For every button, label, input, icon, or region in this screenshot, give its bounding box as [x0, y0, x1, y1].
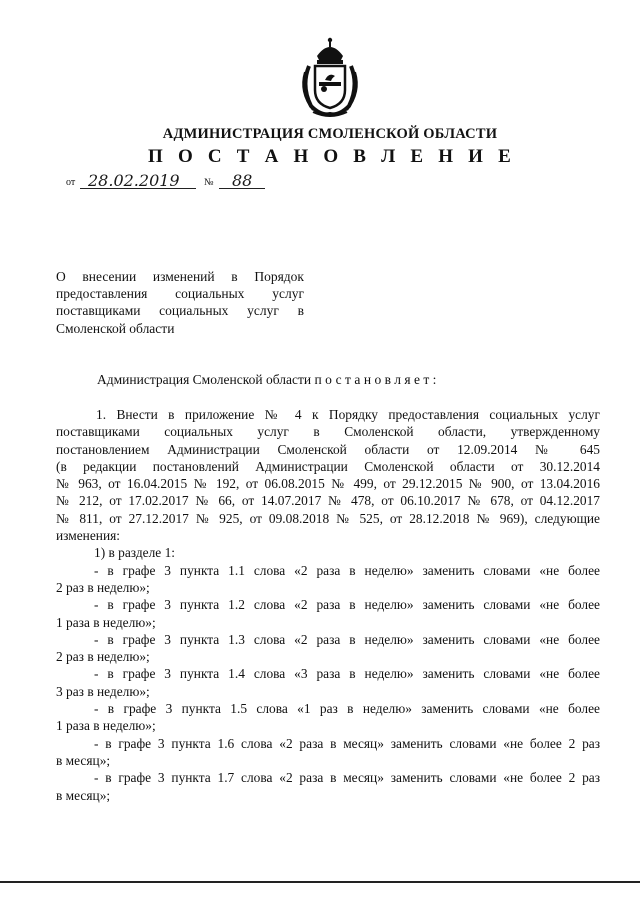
- body-line: 3 раз в неделю»;: [56, 683, 150, 699]
- body-line: - в графе 3 пункта 1.1 слова «2 раза в неделю» заменить словами «не более: [94, 562, 600, 578]
- document-subject: [56, 268, 304, 337]
- subject-line: Смоленской области: [56, 320, 175, 336]
- body-line: 1 раза в неделю»;: [56, 718, 156, 734]
- body-line: изменения:: [56, 528, 121, 544]
- number-handwritten: 88: [232, 171, 253, 190]
- body-line: - в графе 3 пункта 1.5 слова «1 раз в неделю» заменить словами «не более: [94, 701, 600, 717]
- body-line: - в графе 3 пункта 1.2 слова «2 раза в неделю» заменить словами «не более: [94, 597, 600, 613]
- body-line: № 963, от 16.04.2015 № 192, от 06.08.2015 № 499, от 29.12.2015 № 900, от 13.04.2016: [56, 476, 600, 492]
- body-line: 2 раз в неделю»;: [56, 579, 150, 595]
- date-from-label: от: [66, 177, 76, 188]
- body-line: в месяц»;: [56, 752, 111, 768]
- body-line: 1 раза в неделю»;: [56, 614, 156, 630]
- date-number-line: [66, 170, 286, 192]
- body-line: 1. Внести в приложение № 4 к Порядку предоставления социальных услуг: [96, 407, 600, 422]
- coat-of-arms-emblem: [295, 36, 365, 118]
- date-handwritten: 28.02.2019: [88, 171, 180, 190]
- intro-text: Администрация Смоленской области: [97, 372, 312, 387]
- body-line: (в редакции постановлений Администрации Смоленской области от 30.12.2014: [56, 458, 600, 474]
- scan-bottom-edge: [0, 881, 640, 883]
- body-line: - в графе 3 пункта 1.3 слова «2 раза в неделю» заменить словами «не более: [94, 631, 600, 647]
- body-line: № 811, от 27.12.2017 № 925, от 09.08.2018 № 525, от 28.12.2018 № 969), следующие: [56, 510, 600, 526]
- subject-line: предоставления социальных услуг: [56, 286, 304, 302]
- body-line: поставщиками социальных услуг в Смоленской области, утвержденному: [56, 424, 600, 440]
- body-line: - в графе 3 пункта 1.7 слова «2 раза в месяц» заменить словами «не более 2 раз: [94, 770, 600, 786]
- subject-line: поставщиками социальных услуг в: [56, 303, 304, 319]
- organization-title: АДМИНИСТРАЦИЯ СМОЛЕНСКОЙ ОБЛАСТИ: [162, 126, 498, 142]
- body-line: 1) в разделе 1:: [94, 545, 176, 561]
- intro-sentence: [97, 372, 440, 388]
- subject-line: О внесении изменений в Порядок: [56, 269, 304, 284]
- document-type-title: П О С Т А Н О В Л Е Н И Е: [148, 146, 516, 167]
- number-label: №: [204, 177, 214, 188]
- body-line: в месяц»;: [56, 787, 111, 803]
- intro-spaced-word: постановляет:: [314, 372, 440, 387]
- document-body: [56, 406, 600, 804]
- body-line: 2 раз в неделю»;: [56, 649, 150, 665]
- body-line: № 212, от 17.02.2017 № 66, от 14.07.2017 № 478, от 06.10.2017 № 678, от 04.12.2017: [56, 493, 600, 509]
- body-line: постановлением Администрации Смоленской области от 12.09.2014 № 645: [56, 441, 600, 457]
- body-line: - в графе 3 пункта 1.4 слова «3 раза в неделю» заменить словами «не более: [94, 666, 600, 682]
- body-line: - в графе 3 пункта 1.6 слова «2 раза в месяц» заменить словами «не более 2 раз: [94, 735, 600, 751]
